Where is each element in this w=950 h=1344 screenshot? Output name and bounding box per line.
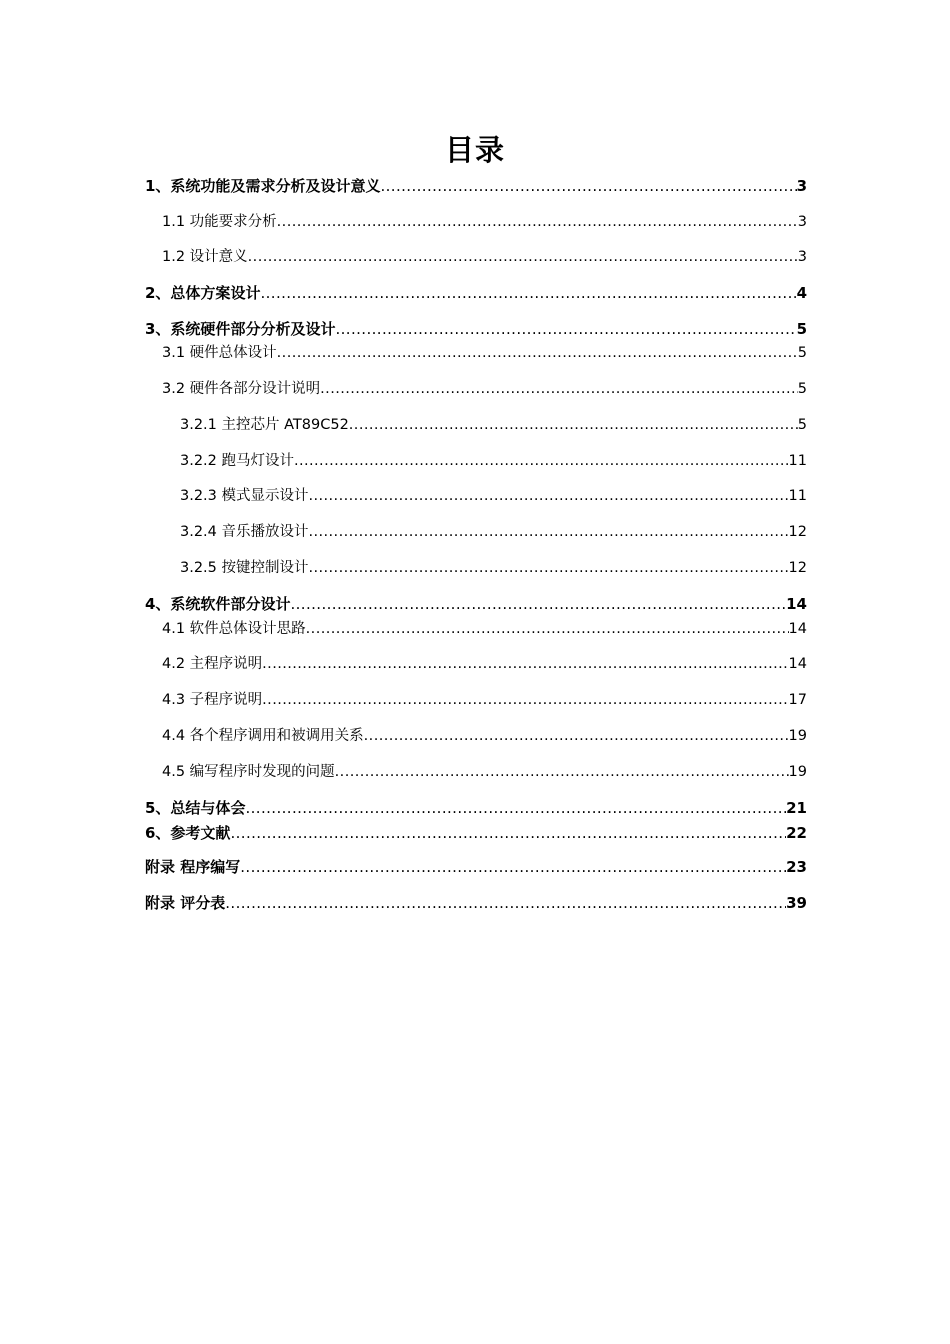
toc-entry-text: 4.2 主程序说明 (162, 656, 263, 672)
toc-leader (240, 857, 786, 877)
toc-page-number: 17 (788, 692, 807, 708)
toc-page-number: 14 (786, 595, 807, 613)
toc-page-number: 5 (796, 320, 807, 338)
toc-entry[interactable] (145, 893, 807, 913)
toc-entry-text: 2、总体方案设计 (145, 284, 261, 302)
toc-entry[interactable] (162, 726, 807, 746)
toc-leader (309, 486, 789, 506)
toc-entry-text: 3、系统硬件部分分析及设计 (145, 320, 336, 338)
toc-page-number: 14 (788, 621, 807, 637)
toc-leader (294, 451, 789, 471)
toc-page-number: 11 (788, 453, 807, 469)
toc-page-number: 12 (788, 524, 807, 540)
toc-leader (225, 893, 786, 913)
toc-entry[interactable] (145, 823, 807, 843)
toc-entry[interactable] (180, 558, 807, 578)
toc-page-number: 22 (786, 824, 807, 842)
toc-entry-text: 6、参考文献 (145, 824, 231, 842)
toc-entry[interactable] (180, 451, 807, 471)
toc-entry[interactable] (162, 690, 807, 710)
toc-page-number: 4 (796, 284, 807, 302)
toc-entry-text: 3.2.2 跑马灯设计 (180, 453, 295, 469)
toc-page-number: 11 (788, 488, 807, 504)
toc-page-number: 3 (797, 214, 807, 230)
toc-leader (262, 690, 788, 710)
toc-entry-text: 3.2.5 按键控制设计 (180, 560, 309, 576)
toc-page-number: 19 (788, 764, 807, 780)
toc-page-number: 14 (788, 656, 807, 672)
toc-entry[interactable] (180, 522, 807, 542)
toc-entry[interactable] (162, 212, 807, 232)
toc-entry-text: 4.3 子程序说明 (162, 692, 263, 708)
toc-page-number: 5 (797, 417, 807, 433)
toc-page-number: 23 (786, 858, 807, 876)
toc-leader (309, 558, 789, 578)
toc-entry-text: 3.2.4 音乐播放设计 (180, 524, 309, 540)
toc-leader (309, 522, 789, 542)
toc-leader (306, 619, 789, 639)
toc-leader (248, 247, 798, 267)
toc-page-number: 19 (788, 728, 807, 744)
toc-leader (290, 594, 786, 614)
toc-leader (335, 762, 789, 782)
toc-entry-text: 1、系统功能及需求分析及设计意义 (145, 177, 381, 195)
toc-entry[interactable] (162, 654, 807, 674)
toc-page-number: 5 (797, 381, 807, 397)
toc-entry[interactable] (162, 619, 807, 639)
toc-entry-text: 4.4 各个程序调用和被调用关系 (162, 728, 364, 744)
toc-entry-text: 4.5 编写程序时发现的问题 (162, 764, 335, 780)
toc-entry[interactable] (180, 486, 807, 506)
toc-entry-text: 1.1 功能要求分析 (162, 214, 277, 230)
toc-leader (335, 319, 796, 339)
toc-entry-text: 5、总结与体会 (145, 799, 246, 817)
toc-entry-text: 3.2.3 模式显示设计 (180, 488, 309, 504)
toc-entry[interactable] (145, 857, 807, 877)
toc-leader (262, 654, 788, 674)
toc-entry-text: 4.1 软件总体设计思路 (162, 621, 306, 637)
toc-leader (364, 726, 789, 746)
toc-entry[interactable] (162, 762, 807, 782)
toc-entry-text: 3.2.1 主控芯片 AT89C52 (180, 417, 349, 433)
toc-entry[interactable] (180, 415, 807, 435)
toc-page-number: 3 (796, 177, 807, 195)
toc-entry[interactable] (162, 343, 807, 363)
toc-entry-text: 3.1 硬件总体设计 (162, 345, 277, 361)
toc-page-number: 3 (797, 249, 807, 265)
toc-entry[interactable] (145, 319, 807, 339)
toc-leader (230, 823, 786, 843)
toc-entry-text: 3.2 硬件各部分设计说明 (162, 381, 321, 397)
toc-entry[interactable] (145, 283, 807, 303)
toc-title: 目录 (444, 133, 505, 167)
toc-entry[interactable] (145, 176, 807, 196)
toc-entry-text: 附录 程序编写 (145, 858, 241, 876)
toc-page-number: 5 (797, 345, 807, 361)
toc-entry[interactable] (145, 594, 807, 614)
toc-entry-text: 1.2 设计意义 (162, 249, 248, 265)
toc-page-number: 21 (786, 799, 807, 817)
toc-entry-text: 附录 评分表 (145, 894, 226, 912)
toc-page-number: 12 (788, 560, 807, 576)
toc-leader (380, 176, 796, 196)
toc-leader (277, 212, 798, 232)
toc-leader (349, 415, 798, 435)
toc-leader (320, 379, 798, 399)
toc-page-number: 39 (786, 894, 807, 912)
toc-leader (245, 798, 786, 818)
toc-entry[interactable] (145, 798, 807, 818)
toc-leader (277, 343, 798, 363)
toc-entry[interactable] (162, 247, 807, 267)
toc-leader (260, 283, 796, 303)
toc-entry[interactable] (162, 379, 807, 399)
toc-entry-text: 4、系统软件部分设计 (145, 595, 291, 613)
